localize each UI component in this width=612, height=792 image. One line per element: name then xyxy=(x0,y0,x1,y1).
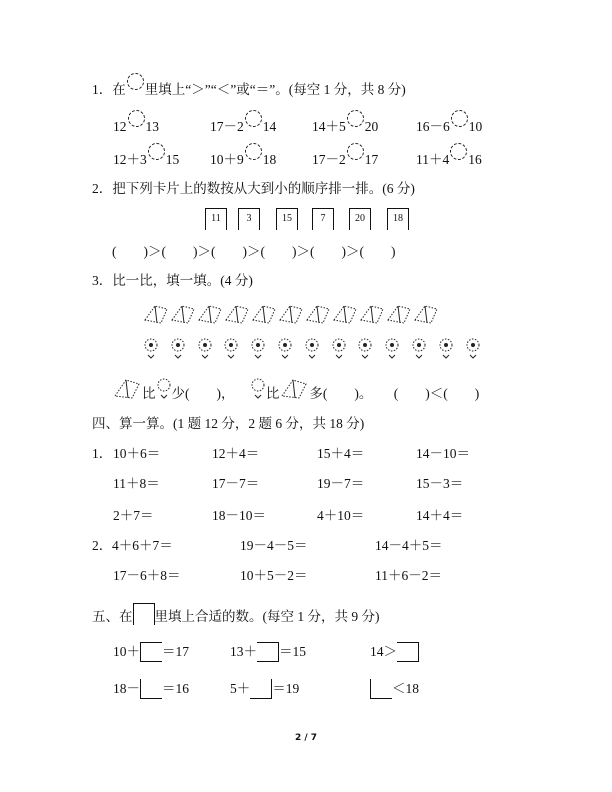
flower-icon xyxy=(438,338,454,360)
q3-compare-line xyxy=(112,376,479,403)
q2-order-line[interactable]: ( )＞( )＞( )＞( )＞( )＞( ) xyxy=(112,244,396,259)
bi-text: 比 xyxy=(265,386,280,401)
s5-title-pre: 五、在 xyxy=(92,609,133,624)
flower-icon xyxy=(331,338,347,360)
equation[interactable]: 4＋6＋7＝ xyxy=(112,538,173,553)
equation[interactable]: 12＋4＝ xyxy=(212,446,260,461)
expr-pre: 18－ xyxy=(113,681,140,696)
answer-circle[interactable] xyxy=(245,110,262,127)
s5-title-post: 里填上合适的数。(每空 1 分，共 9 分) xyxy=(154,609,380,624)
equation[interactable]: 14－4＋5＝ xyxy=(375,538,443,553)
flower-icon xyxy=(384,338,400,360)
answer-box[interactable] xyxy=(250,679,272,699)
right-expr: 18 xyxy=(262,152,277,167)
butterfly-icon xyxy=(197,302,223,326)
answer-box[interactable] xyxy=(370,679,392,699)
flower-icon xyxy=(197,338,213,360)
left-expr: 12＋3 xyxy=(113,152,147,167)
fill-in-item xyxy=(370,642,419,662)
left-expr: 10＋9 xyxy=(210,152,244,167)
s4-title: 四、算一算。(1 题 12 分，2 题 6 分，共 18 分) xyxy=(92,416,365,431)
compare-item xyxy=(113,116,159,136)
equation[interactable]: 10＋6＝ xyxy=(113,446,161,461)
answer-circle[interactable] xyxy=(128,110,145,127)
answer-box[interactable] xyxy=(257,642,279,662)
flower-icon xyxy=(143,338,159,360)
equation[interactable]: 14－10＝ xyxy=(416,446,470,461)
s4-p2-label: 2． xyxy=(92,538,113,553)
expr-post: ＝17 xyxy=(162,644,189,659)
q1-title xyxy=(92,79,406,99)
right-expr: 13 xyxy=(145,119,159,134)
flower-icon xyxy=(250,338,266,360)
answer-box[interactable] xyxy=(140,679,162,699)
equation[interactable]: 18－10＝ xyxy=(212,508,266,523)
equation[interactable]: 4＋10＝ xyxy=(317,508,365,523)
dotted-circle-icon xyxy=(127,73,144,90)
flower-icon xyxy=(304,338,320,360)
answer-box[interactable] xyxy=(397,642,419,662)
expr-post: ＝15 xyxy=(279,644,306,659)
answer-circle[interactable] xyxy=(347,143,364,160)
butterfly-icon xyxy=(143,302,169,326)
number-card: 20 xyxy=(349,208,371,230)
compare-item xyxy=(416,149,482,169)
page-number: 2 / 7 xyxy=(294,733,318,743)
expr-post: ＜18 xyxy=(392,681,419,696)
left-expr: 12 xyxy=(113,119,127,134)
square-box-icon xyxy=(133,603,155,625)
answer-circle[interactable] xyxy=(450,143,467,160)
right-expr: 16 xyxy=(468,152,482,167)
compare-item xyxy=(312,116,378,136)
equation[interactable]: 2＋7＝ xyxy=(113,508,154,523)
butterfly-icon xyxy=(112,376,142,402)
left-expr: 14＋5 xyxy=(312,119,346,134)
butterfly-icon xyxy=(332,302,358,326)
right-expr: 10 xyxy=(468,119,483,134)
butterfly-icon xyxy=(224,302,250,326)
number-card: 15 xyxy=(276,208,298,230)
expr-pre: 13＋ xyxy=(230,644,257,659)
q1-title-pre: 1．在 xyxy=(92,82,126,97)
butterfly-icon xyxy=(359,302,385,326)
fill-in-item xyxy=(113,642,189,662)
answer-box[interactable] xyxy=(140,642,162,662)
q1-title-post: 里填上“＞”“＜”或“＝”。(每空 1 分，共 8 分) xyxy=(144,82,406,97)
right-expr: 14 xyxy=(262,119,277,134)
flower-icon xyxy=(465,338,481,360)
expr-post: ＝19 xyxy=(272,681,300,696)
q2-title: 2．把下列卡片上的数按从大到小的顺序排一排。(6 分) xyxy=(92,181,415,196)
equation[interactable]: 17－7＝ xyxy=(212,476,260,491)
flower-icon xyxy=(250,378,266,400)
q3-title: 3．比一比，填一填。(4 分) xyxy=(92,273,253,288)
answer-circle[interactable] xyxy=(245,143,262,160)
equation[interactable]: 10＋5－2＝ xyxy=(240,568,308,583)
expr-post: ＝16 xyxy=(162,681,189,696)
duo-blank[interactable]: 多( )。 xyxy=(309,386,373,401)
flower-icon xyxy=(223,338,239,360)
answer-circle[interactable] xyxy=(148,143,165,160)
butterfly-icon xyxy=(251,302,277,326)
equation[interactable]: 19－4－5＝ xyxy=(240,538,308,553)
right-expr: 15 xyxy=(165,152,180,167)
flower-icon xyxy=(156,378,172,400)
number-card: 3 xyxy=(238,208,260,230)
compare-item xyxy=(210,149,276,169)
s5-title xyxy=(92,603,380,626)
number-card: 18 xyxy=(387,208,409,230)
number-card: 11 xyxy=(205,208,227,230)
compare-item xyxy=(416,116,482,136)
equation[interactable]: 17－6＋8＝ xyxy=(113,568,181,583)
left-expr: 17－2 xyxy=(210,119,244,134)
butterfly-icon xyxy=(279,376,309,402)
answer-circle[interactable] xyxy=(347,110,364,127)
compare-blank[interactable]: ( )＜( ) xyxy=(393,386,480,401)
butterfly-icon xyxy=(386,302,412,326)
shao-blank[interactable]: 少( )， xyxy=(171,386,235,401)
compare-item xyxy=(113,149,179,169)
flower-icon xyxy=(357,338,373,360)
butterfly-icon xyxy=(170,302,196,326)
equation[interactable]: 14＋4＝ xyxy=(416,508,464,523)
equation[interactable]: 15＋4＝ xyxy=(317,446,365,461)
butterfly-icon xyxy=(278,302,304,326)
fill-in-item xyxy=(113,679,189,699)
flower-icon xyxy=(411,338,427,360)
left-expr: 16－6 xyxy=(416,119,450,134)
expr-pre: 5＋ xyxy=(230,681,251,696)
fill-in-item xyxy=(230,679,299,699)
number-card: 7 xyxy=(312,208,334,230)
flower-icon xyxy=(277,338,293,360)
answer-circle[interactable] xyxy=(451,110,468,127)
equation[interactable]: 19－7＝ xyxy=(317,476,365,491)
s4-p1-label: 1． xyxy=(92,446,113,461)
fill-in-item xyxy=(370,679,419,699)
left-expr: 17－2 xyxy=(312,152,346,167)
compare-item xyxy=(312,149,378,169)
expr-pre: 14＞ xyxy=(370,644,397,659)
right-expr: 17 xyxy=(364,152,379,167)
equation[interactable]: 15－3＝ xyxy=(416,476,464,491)
flower-icon xyxy=(170,338,186,360)
compare-item xyxy=(210,116,276,136)
expr-pre: 10＋ xyxy=(113,644,140,659)
fill-in-item xyxy=(230,642,306,662)
left-expr: 11＋4 xyxy=(416,152,450,167)
equation[interactable]: 11＋8＝ xyxy=(113,476,160,491)
right-expr: 20 xyxy=(364,119,379,134)
butterfly-icon xyxy=(305,302,331,326)
butterfly-icon xyxy=(413,302,439,326)
bi-text: 比 xyxy=(142,386,156,401)
equation[interactable]: 11＋6－2＝ xyxy=(375,568,442,583)
